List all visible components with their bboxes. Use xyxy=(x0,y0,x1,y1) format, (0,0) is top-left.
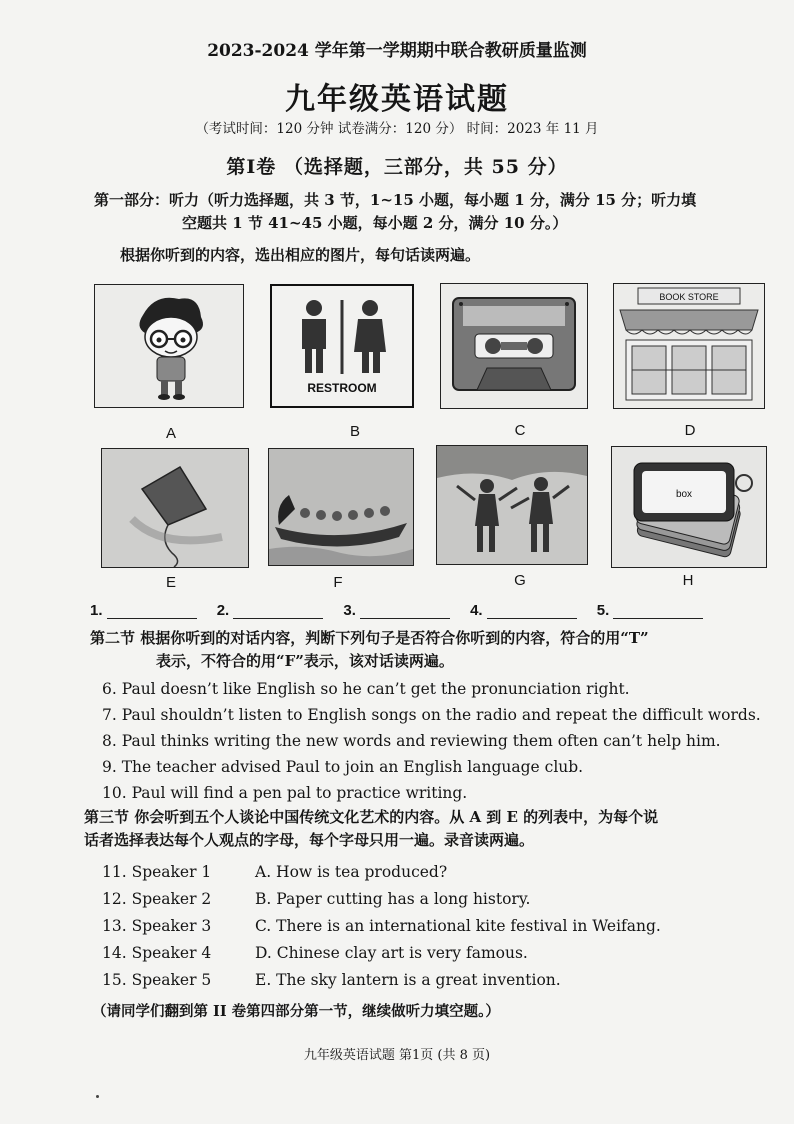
picture-label-f: F xyxy=(333,574,343,591)
scan-speck xyxy=(96,1095,99,1098)
restroom-sign-icon xyxy=(272,286,412,406)
exam-series-title: 2023-2024 学年第一学期期中联合教研质量监测 xyxy=(207,41,587,61)
option-d: D. Chinese clay art is very famous. xyxy=(255,944,528,962)
answer-blank-2[interactable] xyxy=(233,604,323,619)
picture-b xyxy=(270,284,414,408)
picture-g xyxy=(436,445,588,565)
picture-label-c: C xyxy=(514,422,526,439)
section3-heading xyxy=(84,806,784,852)
page-footer: 九年级英语试题 第1页 (共 8 页) xyxy=(303,1048,491,1063)
option-a: A. How is tea produced? xyxy=(255,863,448,881)
answer-blank-1[interactable] xyxy=(107,604,197,619)
volume-heading: 第Ⅰ卷 （选择题，三部分，共 55 分） xyxy=(226,156,568,178)
dragon-boat-icon xyxy=(269,449,413,565)
section3-heading-line1: 第三节 你会听到五个人谈论中国传统文化艺术的内容。从 A 到 E 的列表中，为每个说 xyxy=(84,808,659,826)
picture-label-h: H xyxy=(682,572,694,589)
answer-blank-3[interactable] xyxy=(360,604,450,619)
part1-heading-line2: 空题共 1 节 41~45 小题，每小题 2 分，满分 10 分。） xyxy=(182,214,568,232)
people-dancing-icon xyxy=(437,446,587,564)
picture-f xyxy=(268,448,414,566)
part1-heading-line1: 第一部分：听力（听力选择题，共 3 节，1~15 小题，每小题 1 分，满分 15 分；听力填 xyxy=(94,191,697,209)
speaker-15: 15. Speaker 5 xyxy=(102,971,212,989)
picture-label-g: G xyxy=(514,572,526,589)
answer-number-3: 3. xyxy=(343,602,356,619)
option-e: E. The sky lantern is a great invention. xyxy=(255,971,561,989)
picture-label-d: D xyxy=(684,422,696,439)
picture-label-b: B xyxy=(349,423,360,440)
picture-e xyxy=(101,448,249,568)
cassette-tape-icon xyxy=(441,284,587,408)
picture-d xyxy=(613,283,765,409)
turn-page-note: （请同学们翻到第 II 卷第四部分第一节，继续做听力填空题。） xyxy=(92,1003,500,1020)
answer-number-4: 4. xyxy=(470,602,483,619)
picture-label-e: E xyxy=(165,574,176,591)
answer-number-2: 2. xyxy=(216,602,230,619)
statement-7: 7. Paul shouldn’t listen to English songs on the radio and repeat the difficult words. xyxy=(102,706,761,724)
section2-heading xyxy=(90,627,790,673)
section3-heading-line2: 话者选择表达每个人观点的字母，每个字母只用一遍。录音读两遍。 xyxy=(84,831,535,849)
statement-9: 9. The teacher advised Paul to join an English language club. xyxy=(102,758,584,776)
answer-number-5: 5. xyxy=(596,602,610,619)
page-title: 九年级英语试题 xyxy=(285,82,509,117)
option-b: B. Paper cutting has a long history. xyxy=(255,890,531,908)
statement-6: 6. Paul doesn’t like English so he can’t get the pronunciation right. xyxy=(102,680,630,698)
cartoon-girl-glasses-icon xyxy=(95,285,243,407)
bookstore-icon xyxy=(614,284,764,408)
kite-icon xyxy=(102,449,248,567)
picture-h xyxy=(611,446,767,568)
speaker-13: 13. Speaker 3 xyxy=(102,917,212,935)
restroom-sign-text: RESTROOM xyxy=(307,381,377,395)
part1-heading xyxy=(94,189,784,235)
exam-info: （考试时间：120 分钟 试卷满分：120 分） 时间：2023 年 11 月 xyxy=(195,121,599,137)
section2-heading-line2: 表示，不符合的用“F”表示，该对话读两遍。 xyxy=(156,652,454,670)
flash-cards-icon xyxy=(612,447,766,567)
section2-heading-line1: 第二节 根据你听到的对话内容，判断下列句子是否符合你听到的内容，符合的用“T” xyxy=(90,629,649,647)
option-c: C. There is an international kite festival in Weifang. xyxy=(255,917,661,935)
picture-a xyxy=(94,284,244,408)
section1-instruction: 根据你听到的内容，选出相应的图片，每句话读两遍。 xyxy=(120,246,481,264)
answer-number-1: 1. xyxy=(90,602,103,619)
statement-10: 10. Paul will find a pen pal to practice writing. xyxy=(102,784,468,802)
picture-label-a: A xyxy=(165,425,176,442)
statement-8: 8. Paul thinks writing the new words and reviewing them often can’t help him. xyxy=(102,732,721,750)
bookstore-sign-text: BOOK STORE xyxy=(659,292,719,302)
speaker-14: 14. Speaker 4 xyxy=(102,944,212,962)
speaker-12: 12. Speaker 2 xyxy=(102,890,212,908)
picture-c xyxy=(440,283,588,409)
answer-blank-4[interactable] xyxy=(487,604,577,619)
answer-blanks xyxy=(90,602,719,619)
answer-blank-5[interactable] xyxy=(613,604,703,619)
speaker-11: 11. Speaker 1 xyxy=(102,863,212,881)
flash-card-text: box xyxy=(675,489,693,500)
